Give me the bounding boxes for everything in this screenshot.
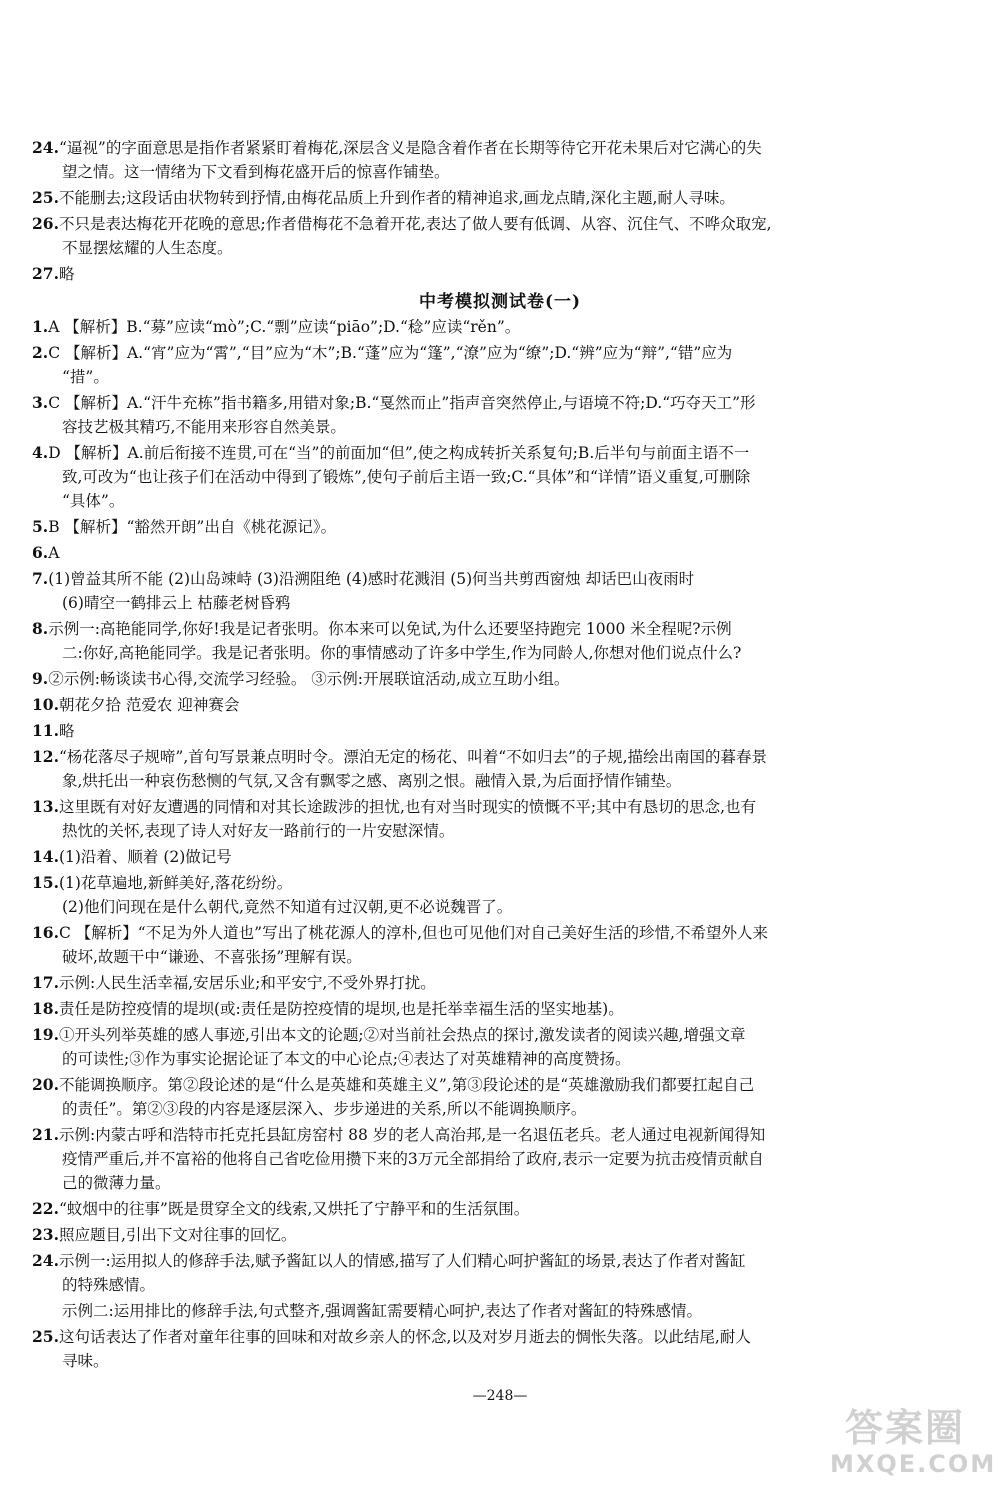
question-number: 25. [32,1327,59,1346]
answer-text: 这里既有对好友遭遇的同情和对其长途跋涉的担忧,也有对当时现实的愤慨不平;其中有恳切的思念,也有 [58,798,757,816]
answer-line [0,568,1000,590]
answer-text: “具体”。 [62,492,125,510]
answer-text: 不只是表达梅花开花晚的意思;作者借梅花不急着开花,表达了做人要有低调、从容、沉住气、不哗众取宠, [58,215,772,233]
answer-line [0,137,1000,159]
watermark-en: MXQE.COM [830,1450,997,1478]
answer-text: 朝花夕拾 范爱农 迎神赛会 [58,696,240,714]
answer-line [0,592,1000,614]
answer-text: 的特殊感情。 [62,1276,156,1294]
question-number: 9. [32,669,49,688]
answer-text: ①开头列举英雄的感人事迹,引出本文的论题;②对当前社会热点的探讨,激发读者的阅读兴趣,增强文章 [58,1026,746,1044]
answer-text: 寻味。 [62,1352,109,1370]
answer-text: 的可读性;③作为事实论据论证了本文的中心论点;④表达了对英雄精神的高度赞扬。 [62,1050,631,1068]
question-number: 24. [32,1251,59,1270]
answer-line [0,618,1000,640]
answer-line [0,694,1000,716]
answer-text: A [48,544,60,562]
answer-text: 不显摆炫耀的人生态度。 [62,239,233,257]
question-number: 23. [32,1225,59,1244]
section-title: 中考模拟测试卷(一) [418,292,582,312]
answer-text: 示例一:高艳能同学,你好!我是记者张明。你本来可以免试,为什么还要坚持跑完 1000 米全程呢?示例 [48,620,732,638]
question-number: 11. [32,721,59,740]
answer-text: 象,烘托出一种哀伤愁恻的气氛,又含有飘零之感、离别之恨。融情入景,为后面抒情作铺垫。 [62,772,682,790]
answer-line [0,237,1000,259]
answer-line [0,846,1000,868]
answer-text: “措”。 [62,368,109,386]
answer-text: 略 [58,722,75,740]
answer-line [0,1350,1000,1372]
question-number: 2. [32,343,49,362]
answer-line [0,1024,1000,1046]
answer-line [0,442,1000,464]
answer-line [0,668,1000,690]
question-number: 7. [32,569,49,588]
answer-text: (1)沿着、顺着 (2)做记号 [58,848,232,866]
answer-text: A 【解析】B.“募”应读“mò”;C.“剽”应读“piāo”;D.“稔”应读“rěn”。 [48,318,521,336]
answer-text: 不能删去;这段话由状物转到抒情,由梅花品质上升到作者的精神追求,画龙点睛,深化主题,耐人寻味。 [58,189,735,207]
answer-line [0,872,1000,894]
answer-line [0,1300,1000,1322]
answer-line [0,161,1000,183]
answer-line [0,720,1000,742]
answer-text: ②示例:畅谈读书心得,交流学习经验。 ③示例:开展联谊活动,成立互助小组。 [48,670,570,688]
watermark-cn: 答案圈 [844,1406,965,1450]
page-number: —248— [472,1388,528,1404]
answer-line [0,642,1000,664]
answer-text: 责任是防控疫情的堤坝(或:责任是防控疫情的堤坝,也是托举幸福生活的坚实地基)。 [58,1000,624,1018]
answer-line [0,366,1000,388]
question-number: 14. [32,847,59,866]
question-number: 5. [32,517,49,536]
answer-line [0,1326,1000,1348]
question-number: 25. [32,188,59,207]
answer-text: (6)晴空一鹤排云上 枯藤老树昏鸦 [62,594,291,612]
answer-text: 示例:内蒙古呼和浩特市托克托县缸房窑村 88 岁的老人高治邦,是一名退伍老兵。老人通过电视新闻得知 [58,1126,766,1144]
question-number: 27. [32,264,59,283]
question-number: 8. [32,619,49,638]
answer-line [0,1098,1000,1120]
answer-text: “蚊烟中的往事”既是贯穿全文的线索,又烘托了宁静平和的生活氛围。 [58,1200,530,1218]
answer-line [0,213,1000,235]
answer-text: 疫情严重后,并不富裕的他将自己省吃俭用攒下来的3万元全部捐给了政府,表示一定要为抗击疫情贡献自 [62,1150,764,1168]
answer-text: 热忱的关怀,表现了诗人对好友一路前行的一片安慰深情。 [62,822,455,840]
answer-line [0,1048,1000,1070]
answer-text: C 【解析】A.“宵”应为“霄”,“目”应为“木”;B.“蓬”应为“篷”,“潦”应为“缭”;D.“辨”应为“辩”,“错”应为 [48,344,733,362]
answer-text: 不能调换顺序。第②段论述的是“什么是英雄和英雄主义”,第③段论述的是“英雄激励我们都要扛起自己 [58,1076,755,1094]
answer-text: 的责任”。第②③段的内容是逐层深入、步步递进的关系,所以不能调换顺序。 [62,1100,587,1118]
question-number: 6. [32,543,49,562]
answer-line [0,946,1000,968]
answer-line [0,466,1000,488]
answer-line [0,516,1000,538]
answer-line [0,1198,1000,1220]
answer-line [0,1124,1000,1146]
answer-line [0,392,1000,414]
question-number: 13. [32,797,59,816]
answer-text: (2)他们问现在是什么朝代,竟然不知道有过汉朝,更不必说魏晋了。 [62,898,513,916]
question-number: 18. [32,999,59,1018]
answer-text: (1)花草遍地,新鲜美好,落花纷纷。 [58,874,293,892]
answer-text: D 【解析】A.前后衔接不连贯,可在“当”的前面加“但”,使之构成转折关系复句;B.后半句与前面主语不一 [48,444,750,462]
answer-line [0,1224,1000,1246]
answer-text: 照应题目,引出下文对往事的回忆。 [58,1226,297,1244]
answer-text: B 【解析】“豁然开朗”出自《桃花源记》。 [48,518,337,536]
answer-text: C 【解析】A.“汗牛充栋”指书籍多,用错对象;B.“戛然而止”指声音突然停止,与语境不符;D.“巧夺天工”形 [48,394,756,412]
answer-text: 示例:人民生活幸福,安居乐业;和平安宁,不受外界打扰。 [58,974,436,992]
question-number: 10. [32,695,59,714]
question-number: 16. [32,923,59,942]
answer-line [0,342,1000,364]
answer-line [0,820,1000,842]
answer-line [0,998,1000,1020]
question-number: 3. [32,393,49,412]
answer-text: 示例二:运用排比的修辞手法,句式整齐,强调酱缸需要精心呵护,表达了作者对酱缸的特殊感情。 [62,1302,703,1320]
question-number: 20. [32,1075,59,1094]
answer-text: 示例一:运用拟人的修辞手法,赋予酱缸以人的情感,描写了人们精心呵护酱缸的场景,表达了作者对酱缸 [58,1252,746,1270]
answer-line [0,416,1000,438]
answer-text: 这句话表达了作者对童年往事的回味和对故乡亲人的怀念,以及对岁月逝去的惆怅失落。以此结尾,耐人 [58,1328,751,1346]
answer-line [0,796,1000,818]
answer-text: C 【解析】“不足为外人道也”写出了桃花源人的淳朴,但也可见他们对自己美好生活的珍惜,不希望外人来 [58,924,768,942]
answer-line [0,1074,1000,1096]
answer-text: 己的微薄力量。 [62,1174,171,1192]
question-number: 24. [32,138,59,157]
answer-line [0,187,1000,209]
question-number: 17. [32,973,59,992]
watermark-logo [830,1406,997,1496]
answer-text: (1)曾益其所不能 (2)山岛竦峙 (3)沿溯阻绝 (4)感时花溅泪 (5)何当共剪西窗烛 却话巴山夜雨时 [48,570,695,588]
question-number: 22. [32,1199,59,1218]
answer-line [0,922,1000,944]
answer-line [0,972,1000,994]
question-number: 1. [32,317,49,336]
question-number: 4. [32,443,49,462]
question-number: 15. [32,873,59,892]
answer-line [0,542,1000,564]
answer-text: 望之情。这一情绪为下文看到梅花盛开后的惊喜作铺垫。 [62,163,450,181]
answer-line [0,896,1000,918]
answer-line [0,770,1000,792]
question-number: 12. [32,747,59,766]
answer-line [0,746,1000,768]
answer-text: 破坏,故题干中“谦逊、不喜张扬”理解有误。 [62,948,362,966]
answer-line [0,1250,1000,1272]
answer-line [0,316,1000,338]
answer-text: 容技艺极其精巧,不能用来形容自然美景。 [62,418,346,436]
answer-text: 略 [58,265,75,283]
answer-line [0,490,1000,512]
answer-text: “逼视”的字面意思是指作者紧紧盯着梅花,深层含义是隐含着作者在长期等待它开花未果后对它满心的失 [58,139,762,157]
answer-text: 二:你好,高艳能同学。我是记者张明。你的事情感动了许多中学生,作为同龄人,你想对他们说点什么? [62,644,742,662]
answer-line [0,1172,1000,1194]
answer-line [0,263,1000,285]
answer-text: “杨花落尽子规啼”,首句写景兼点明时令。漂泊无定的杨花、叫着“不如归去”的子规,描绘出南国的暮春景 [58,748,768,766]
answer-text: 致,可改为“也让孩子们在活动中得到了锻炼”,使句子前后主语一致;C.“具体”和“详情”语义重复,可删除 [62,468,751,486]
answer-line [0,1274,1000,1296]
answer-line [0,1148,1000,1170]
question-number: 19. [32,1025,59,1044]
question-number: 26. [32,214,59,233]
question-number: 21. [32,1125,59,1144]
